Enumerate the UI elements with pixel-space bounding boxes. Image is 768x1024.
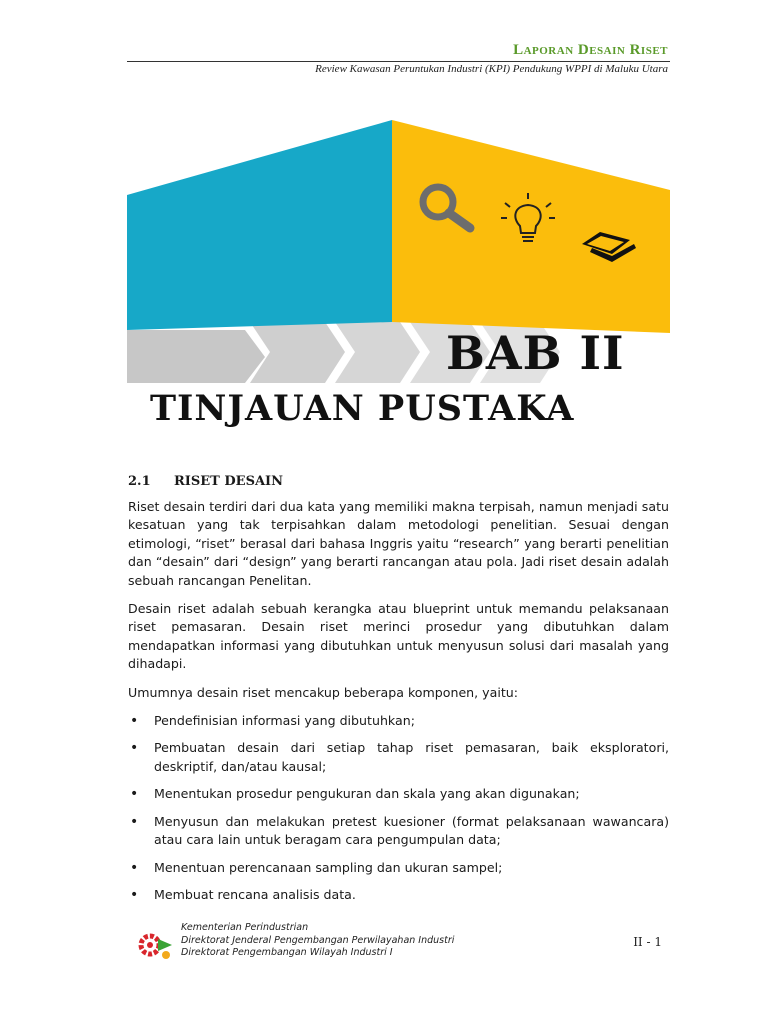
header-subtitle: Review Kawasan Peruntukan Industri (KPI) Pendukung WPPI di Maluku Utara	[315, 63, 668, 75]
bullet-icon: •	[130, 813, 139, 830]
lightbulb-icon	[500, 193, 556, 249]
paragraph: Umumnya desain riset mencakup beberapa komponen, yaitu:	[128, 684, 519, 700]
paragraph: Riset desain terdiri dari dua kata yang memiliki makna terpisah, namun menjadi satu kesatuan yang tak terpisahkan dalam metodologi penelitian. Sesuai dengan etimologi, “riset” berasal dari bahasa Inggris yaitu “research” yang berarti penelitian dan “desain” dari “design” yang berarti rancangan atau pola. Jadi riset desain adalah sebuah rancangan Penelitan.	[128, 499, 669, 588]
list-item: • Membuat rencana analisis data.	[130, 886, 356, 903]
list-item: • Menyusun dan melakukan pretest kuesioner (format pelaksanaan wawancara) atau cara lain untuk beragam cara pengumpulan data;	[130, 813, 669, 848]
body-content	[128, 498, 669, 913]
chapter-label: BAB II	[446, 326, 625, 380]
list-item: • Pendefinisian informasi yang dibutuhkan;	[130, 713, 415, 730]
list-item: • Menentukan prosedur pengukuran dan skala yang akan digunakan;	[130, 786, 580, 803]
list-item: • Pembuatan desain dari setiap tahap riset pemasaran, baik eksploratori, deskriptif, dan/atau kausal;	[130, 740, 669, 774]
paragraph: Desain riset adalah sebuah kerangka atau blueprint untuk memandu pelaksanaan riset pemasaran. Desain riset merinci prosedur yang dibutuhkan dalam mendapatkan informasi yang dibutuhkan untuk menyusun solusi dari masalah yang dihadapi.	[128, 601, 669, 672]
bullet-icon: •	[130, 713, 139, 730]
ministry-logo-icon	[136, 925, 176, 965]
chapter-title: TINJAUAN PUSTAKA	[150, 388, 575, 429]
teal-panel	[127, 120, 392, 330]
footer-institution	[181, 922, 454, 960]
bullet-icon: •	[130, 886, 139, 903]
section-number: 2.1	[128, 474, 151, 489]
header-title: Laporan Desain Riset	[513, 42, 668, 58]
section-heading	[128, 474, 283, 489]
section-title: RISET DESAIN	[174, 474, 284, 489]
bullet-icon: •	[130, 740, 139, 757]
footer-line: Direktorat Pengembangan Wilayah Industri I	[181, 947, 393, 958]
bullet-icon: •	[130, 859, 139, 876]
footer-line: Direktorat Jenderal Pengembangan Perwilayahan Industri	[181, 934, 455, 946]
list-item: • Menentuan perencanaan sampling dan ukuran sampel;	[130, 859, 503, 876]
page-number: II - 1	[633, 935, 662, 949]
component-list	[128, 712, 669, 904]
footer-line: Kementerian Perindustrian	[181, 922, 309, 933]
bullet-icon: •	[130, 786, 139, 803]
